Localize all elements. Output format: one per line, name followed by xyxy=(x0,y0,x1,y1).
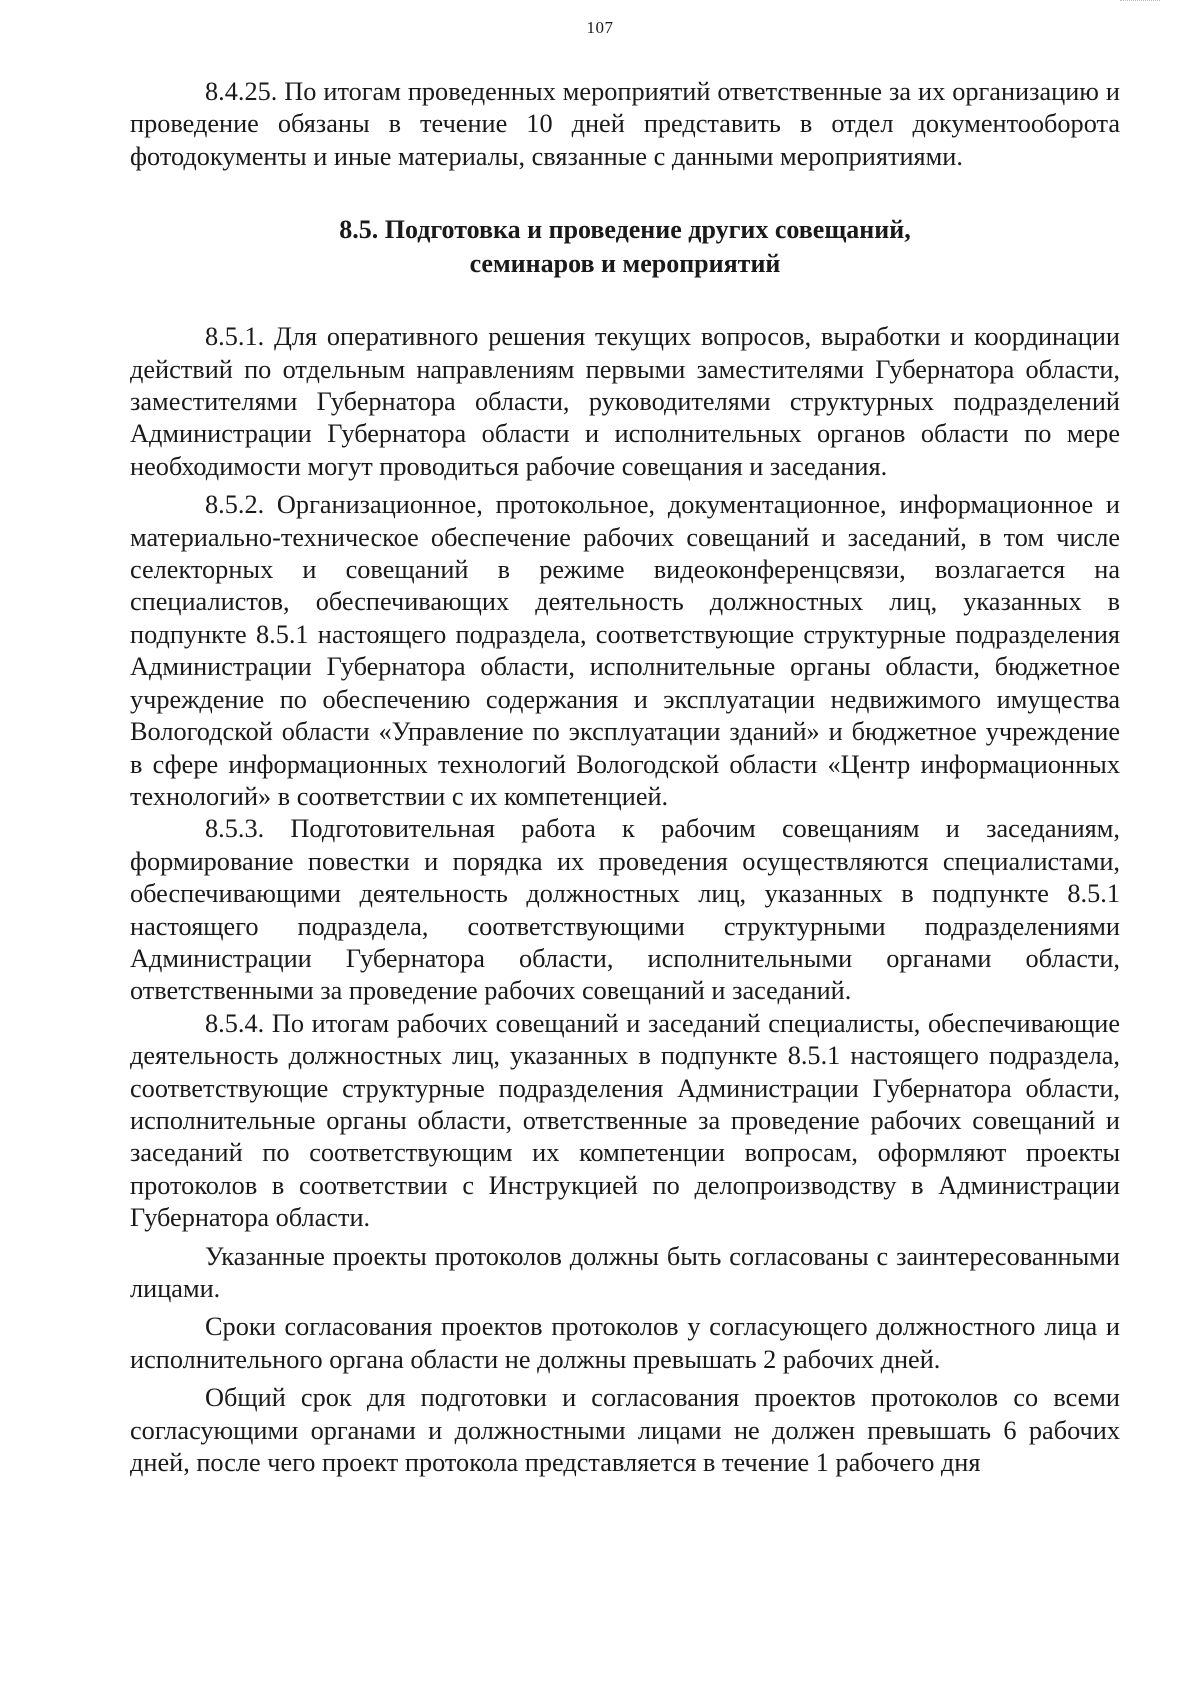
page-number: 107 xyxy=(586,18,614,37)
paragraph-8-5-3: 8.5.3. Подготовительная работа к рабочим совещаниям и заседаниям, формирование повестки и порядка их проведения осуществляются специалистами, обеспечивающими деятельность должностных лиц, указанных в подпункте 8.5.1 настоящего подраздела, соответствующими структурными подразделениями Администрации Губернатора области, исполнительными органами области, ответственными за проведение рабочих совещаний и заседаний. xyxy=(130,814,1120,1006)
paragraph-approval-terms: Сроки согласования проектов протоколов у согласующего должностного лица и исполнительного органа области не должны превышать 2 рабочих дней. xyxy=(130,1312,1120,1374)
paragraph-8-4-25: 8.4.25. По итогам проведенных мероприятий ответственные за их организацию и проведение обязаны в течение 10 дней представить в отдел документооборота фотодокументы и иные материалы, связанные с данными мероприятиями. xyxy=(130,77,1120,171)
scan-mark xyxy=(1120,0,1160,4)
section-heading xyxy=(130,213,1120,281)
paragraph-approval: Указанные проекты протоколов должны быть согласованы с заинтересованными лицами. xyxy=(130,1241,1120,1303)
paragraph-8-5-1: 8.5.1. Для оперативного решения текущих вопросов, выработки и координации действий по отдельным направлениям первыми заместителями Губернатора области, заместителями Губернатора области, руководителями структурных подразделений Администрации Губернатора области и исполнительных органов области по мере необходимости могут проводиться рабочие совещания и заседания. xyxy=(130,322,1120,481)
paragraph-8-5-4: 8.5.4. По итогам рабочих совещаний и заседаний специалисты, обеспечивающие деятельность должностных лиц, указанных в подпункте 8.5.1 настоящего подраздела, соответствующие структурные подразделения Администрации Губернатора области, исполнительные органы области, ответственные за проведение рабочих совещаний и заседаний по соответствующим их компетенции вопросам, оформляют проекты протоколов в соответствии с Инструкцией по делопроизводству в Администрации Губернатора области. xyxy=(130,1008,1120,1233)
section-heading-line-1: 8.5. Подготовка и проведение других совещаний, xyxy=(339,215,911,245)
document-body xyxy=(130,76,1120,1479)
paragraph-8-5-2: 8.5.2. Организационное, протокольное, документационное, информационное и материально-техническое обеспечение рабочих совещаний и заседаний, в том числе селекторных и совещаний в режиме видеоконференцсвязи, возлагается на специалистов, обеспечивающих деятельность должностных лиц, указанных в подпункте 8.5.1 настоящего подраздела, соответствующие структурные подразделения Администрации Губернатора области, исполнительные органы области, бюджетное учреждение по обеспечению содержания и эксплуатации недвижимого имущества Вологодской области «Управление по эксплуатации зданий» и бюджетное учреждение в сфере информационных технологий Вологодской области «Центр информационных технологий» в соответствии с их компетенцией. xyxy=(130,490,1120,811)
paragraph-total-term: Общий срок для подготовки и согласования проектов протоколов со всеми согласующими органами и должностными лицами не должен превышать 6 рабочих дней, после чего проект протокола представляется в течение 1 рабочего дня xyxy=(130,1383,1120,1478)
section-heading-line-2: семинаров и мероприятий xyxy=(469,249,781,279)
